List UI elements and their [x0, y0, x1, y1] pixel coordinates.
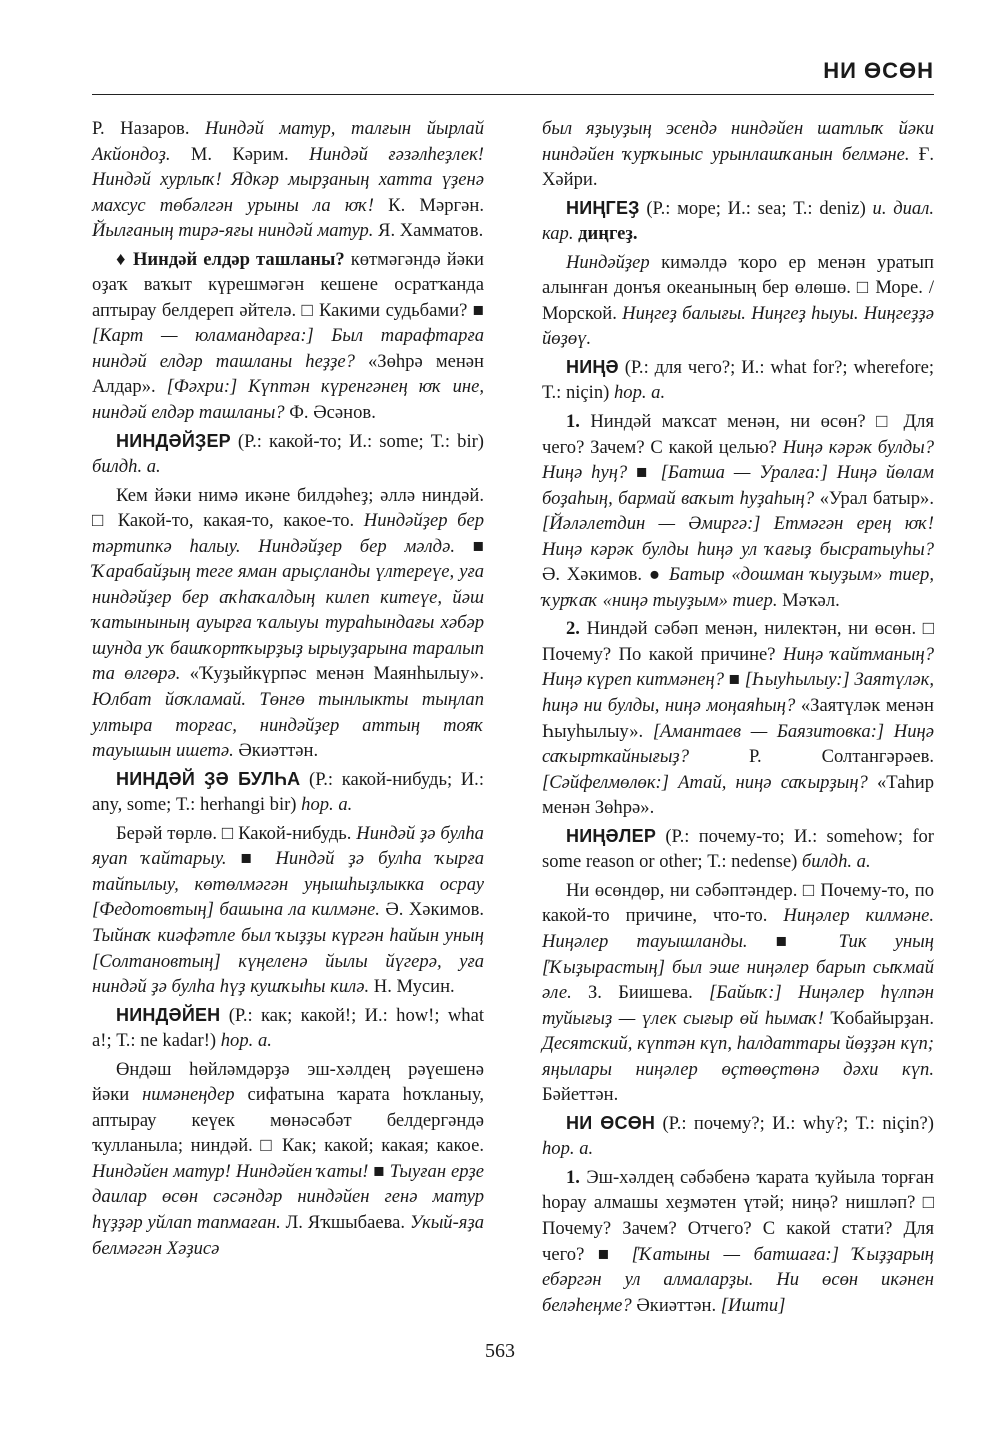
- definition-nindeyen: Өндәш һөйләмдәрҙә эш-хәлдең рәүешенә йәки нимәнеңдер сифатына ҡарата һоҡланыу, аптырау кеүек мөнәсәбәт белдергәндә ҡулланыла; ниндәй. □ Как; какой; какая; какое. Ниндәйен матур! Ниндәйен ҡаты! ■ Тыуған ерҙе даилар өсөн сәсәндәр ниндәйен генә матур һүҙҙәр уйлап тапмаған. Л. Яҡшыбаева. Укый-яҙа белмәгән Хәҙисә: [92, 1058, 485, 1259]
- definition-nindeyzer: Кем йәки нимә икәне билдәһеҙ; әллә ниндәй. □ Какой-то, какая-то, какое-то. Ниндәйҙер бер тәртипкә һалыу. Ниндәйҙер бер мәлдә. ■ Ҡарабайҙың теге яман арыҫланды үлтереүе, уға ниндәйҙер бер аҡһаҡалдың килеп китеүе, йәш ҡатынының ауырға ҡалыуы тураһындағы хәбәр шунда уҡ башҡортҡырҙыҙ ырыуҙарына таралып та өлгөрә. «Ҡуҙыйкүрпәс менән Маянһылыу». Юлбат йоҡламай. Төнгө тынлыкты тыңлап ултыра торғас, ниндәйҙер аттың тояҡ тауышын ишетә. Әкиәттән.: [92, 484, 484, 762]
- entry-continuation-khairi: был яҙыуҙың эсендә ниндәйен шатлыҡ йәки ниндәйен ҡурҡыныс урынлашҡанын белмәне. Ғ. Хәйри.: [542, 118, 934, 191]
- definition-nindei-ze-bulha: Берәй төрлө. □ Какой-нибудь. Ниндәй ҙә булһа яуап ҡайтарыу. ■ Ниндәй ҙә булһа ҡырға тайпылыу, көтөлмәгән уңышһыҙлыкка осрау [Федотовтың] башына ла килмәне. Ә. Хәкимов. Тыйнаҡ киәфәтле был ҡыҙҙы күргән һайын уның [Солтановтың] күңеленә йылы йүгерә, уға ниндәй ҙә булһа һүҙ кушҡыһы килә. Н. Мусин.: [92, 822, 485, 998]
- headword-ni-oson: НИ ӨСӨН (Р.: почему?; И.: why?; Т.: niçin?) һор. а.: [542, 1112, 934, 1160]
- headword-nindeyzer: НИНДӘЙҘЕР (Р.: какой-то; И.: some; Т.: bir) билдһ. а.: [92, 430, 484, 478]
- definition-nine-sense-1: 1. Ниндәй маҡсат менән, ни өсөн? □ Для чего? Зачем? С какой целью? Ниңә кәрәк булды? Ниңә һуң? ■ [Батша — Уралға:] Ниңә йөлам боҙаһың, бармай ваҡыт һуҙаһың? «Урал батыр». [Йәләлетдин — Әмиргә:] Етмәгән ерең юҡ! Ниңә кәрәк булды һиңә ул ҡағыҙ бысратыуһы? Ә. Хәкимов. ● Батыр «дошман ҡыуҙым» тиер, ҡурҡаҡ «ниңә тыуҙым» тиер. Мәҡәл.: [542, 411, 935, 611]
- headword-nindei-ze-bulha: НИНДӘЙ ҘӘ БУЛҺА (Р.: какой-нибудь; И.: any, some; Т.: herhangi bir) һор. а.: [92, 768, 484, 816]
- right-column: [542, 116, 934, 1321]
- definition-ni-oson-sense-1: 1. Эш-хәлдең сәбәбенә ҡарата ҡуйыла торған һорау алмашы хеҙмәтен үтәй; ниңә? нишләп? □ Почему? Зачем? Отчего? С какой стати? Для чего? ■ [Ҡатыны — батшаға:] Ҡыҙҙарың ебәргән ул алмаларҙы. Ни өсөн икәнен беләһеңме? Әкиәттән. [Ишти]: [542, 1166, 934, 1316]
- definition-nineler: Ни өсөндөр, ни сәбәптәндер. □ Почему-то, по какой-то причине, что-то. Ниңәлер килмәне. Ниңәлер тауышланды. ■ Тик уның [Ҡыҙырастың] был эше ниңәлер барып сыҡмай әле. З. Биишева. [Байыҡ:] Ниңәлер һүлпән туйығыҙ — үлек сығыр өй һымаҡ! Ҡобайырҙан. Десятский, күптән күп, һалдаттары йөҙҙән күп; яңылары ниңәлер өҫтөөҫтөнә дәхи күп. Бәйеттән.: [542, 879, 935, 1106]
- idiom-nindei-eldar-tashlany: ♦ Ниндәй елдәр ташланы? көтмәгәндә йәки оҙаҡ ваҡыт күрешмәгән кешене осратҡанда аптырау белдереп әйтелә. □ Какими судьбами? ■ [Карт — юламандарға:] Был тарафтарға ниндәй елдәр ташланы һеҙҙе? «Зөһрә менән Алдар». [Фәхри:] Күптән күренгәнең юҡ ине, ниндәй елдәр ташланы? Ф. Әсәнов.: [92, 248, 484, 424]
- definition-nimgez: Ниндәйҙер кимәлдә ҡоро ер менән уратып алынған донъя океанының бер өлөшө. □ Море. / Морской. Ниңгеҙ балығы. Ниңгеҙ һыуы. Ниңгеҙҙә йөҙөү.: [542, 251, 934, 350]
- left-column: [92, 116, 484, 1264]
- headword-nindeyen: НИНДӘЙЕН (Р.: как; какой!; И.: how!; what a!; Т.: ne kadar!) һор. а.: [92, 1004, 484, 1052]
- headword-nineler: НИҢӘЛЕР (Р.: почему-то; И.: somehow; for some reason or other; Т.: nedense) билдһ. а.: [542, 825, 934, 873]
- page-header: [92, 58, 934, 95]
- page-number: 563: [485, 1340, 515, 1362]
- definition-nine-sense-2: 2. Ниндәй сәбәп менән, нилектән, ни өсөн. □ Почему? По какой причине? Ниңә ҡайтманың? Ниңә күреп китмәнең? ■ [Һыуһылыу:] Заятүләк, һиңә ни булды, ниңә моңаяһың? «Заятүләк менән Һыуһылыу». [Амантаев — Баязитовка:] Ниңә саҡырткайнығыҙ? Р. Солтангәрәев. [Сәйфелмөлөк:] Атай, ниңә саҡырҙың? «Таһир менән Зөһрә».: [542, 618, 934, 819]
- headword-nine: НИҢӘ (Р.: для чего?; И.: what for?; wherefore; Т.: niçin) һор. а.: [542, 356, 934, 404]
- running-title: НИ ӨСӨН: [823, 58, 934, 83]
- headword-nimgez: НИҢГЕҘ (Р.: море; И.: sea; Т.: deniz) и. диал. кар. диңгеҙ.: [542, 197, 934, 245]
- entry-continuation-nazarov: Р. Назаров. Ниндәй матур, талғын йырлай Акйондоҙ. М. Кәрим. Ниндәй ғәзәлһеҙлек! Ниндәй хурлыҡ! Ядкәр мырҙаның хатта үҙенә махсус төбәлгән урыны ла юҡ! К. Мәргән. Йылғаның тирә-яғы ниндәй матур. Я. Хамматов.: [92, 118, 484, 242]
